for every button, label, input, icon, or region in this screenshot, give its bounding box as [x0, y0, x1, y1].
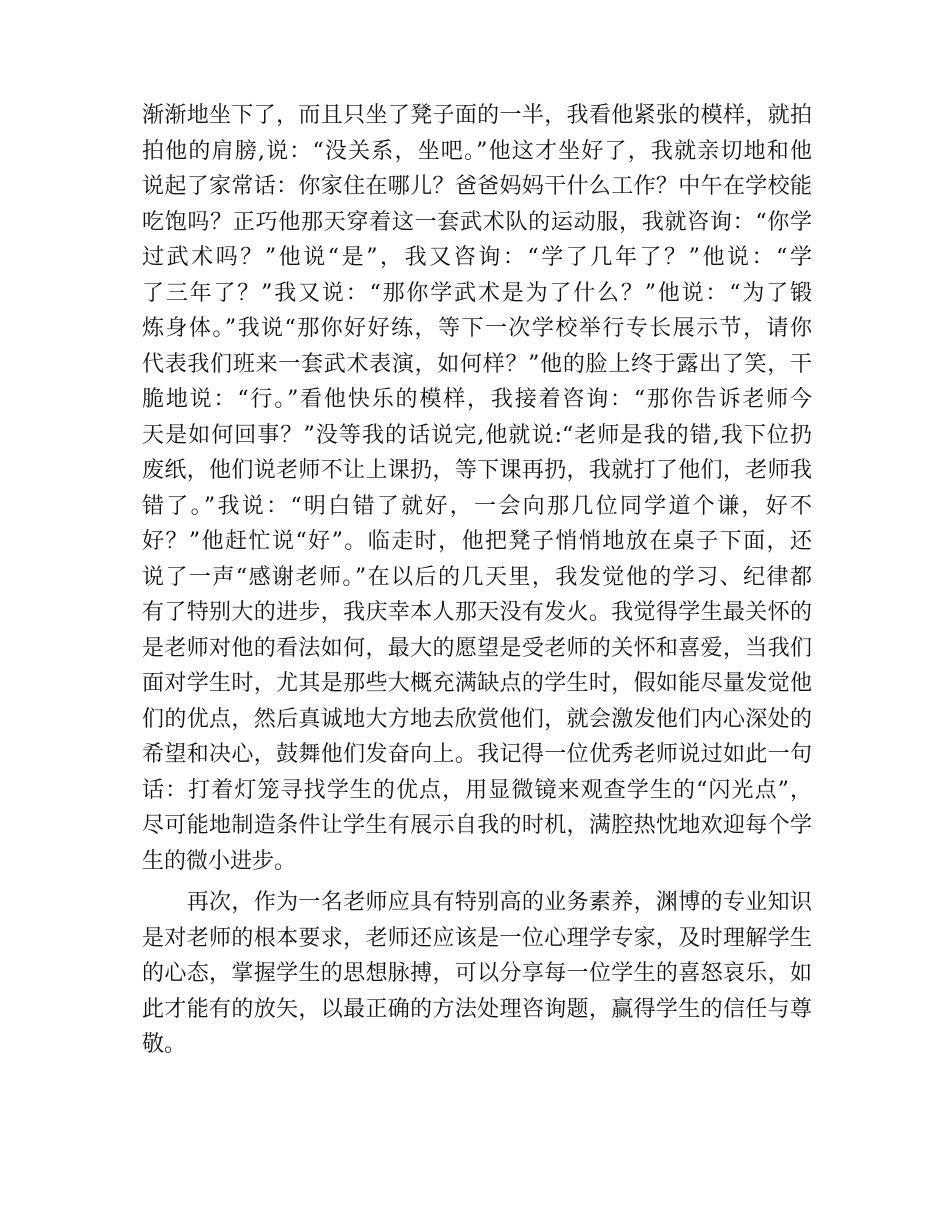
text-line: 们的优点，然后真诚地大方地去欣赏他们，就会激发他们内心深处的	[142, 706, 812, 732]
text-line: 面对学生时，尤其是那些大概充满缺点的学生时，假如能尽量发觉他	[142, 671, 812, 696]
text-line: 废纸，他们说老师不让上课扔，等下课再扔，我就打了他们，老师我	[142, 458, 812, 483]
text-line: 是对老师的根本要求，老师还应该是一位心理学专家，及时理解学生	[142, 925, 812, 951]
text-line: 渐渐地坐下了，而且只坐了凳子面的一半，我看他紧张的模样，就拍	[142, 103, 812, 128]
text-line: 说了一声“感谢老师。”在以后的几天里，我发觉他的学习、纪律都	[142, 564, 812, 590]
text-line: 天是如何回事？”没等我的话说完,他就说:“老师是我的错,我下位扔	[142, 422, 812, 448]
text-line: 炼身体。”我说“那你好好练，等下一次学校举行专长展示节，请你	[142, 316, 812, 341]
text-line: 再次，作为一名老师应具有特别高的业务素养，渊博的专业知识	[142, 890, 812, 915]
text-line: 有了特别大的进步，我庆幸本人那天没有发火。我觉得学生最关怀的	[142, 600, 812, 625]
text-line: 代表我们班来一套武术表演，如何样？”他的脸上终于露出了笑，干	[142, 351, 812, 377]
document-body	[142, 98, 812, 1063]
text-line: 吃饱吗？正巧他那天穿着这一套武术队的运动服，我就咨询：“你学	[142, 209, 812, 235]
text-line: 拍他的肩膀,说：“没关系，坐吧。”他这才坐好了，我就亲切地和他	[142, 138, 812, 164]
text-line: 脆地说：“行。”看他快乐的模样，我接着咨询：“那你告诉老师今	[142, 387, 812, 412]
text-line: 此才能有的放矢，以最正确的方法处理咨询题，赢得学生的信任与尊	[142, 996, 812, 1022]
text-line: 错了。”我说：“明白错了就好，一会向那几位同学道个谦，好不	[142, 493, 812, 519]
text-line: 尽可能地制造条件让学生有展示自我的时机，满腔热忱地欢迎每个学	[142, 813, 812, 838]
text-line: 好？”他赶忙说“好”。临走时，他把凳子悄悄地放在桌子下面，还	[142, 529, 812, 554]
text-line: 了三年了？”我又说：“那你学武术是为了什么？”他说：“为了锻	[142, 280, 812, 306]
text-line: 是老师对他的看法如何，最大的愿望是受老师的关怀和喜爱，当我们	[142, 635, 812, 661]
text-line: 过武术吗？”他说“是”，我又咨询：“学了几年了？”他说：“学	[142, 245, 812, 270]
text-line: 希望和决心，鼓舞他们发奋向上。我记得一位优秀老师说过如此一句	[142, 742, 812, 767]
text-line: 说起了家常话：你家住在哪儿？爸爸妈妈干什么工作？中午在学校能	[142, 174, 812, 199]
text-line: 生的微小进步。	[142, 848, 297, 874]
text-line: 的心态，掌握学生的思想脉搏，可以分享每一位学生的喜怒哀乐，如	[142, 961, 812, 986]
text-line: 敬。	[142, 1032, 187, 1057]
text-line: 话：打着灯笼寻找学生的优点，用显微镜来观查学生的“闪光点”，	[142, 777, 812, 803]
paragraph-1	[142, 98, 812, 879]
paragraph-2	[142, 885, 812, 1063]
